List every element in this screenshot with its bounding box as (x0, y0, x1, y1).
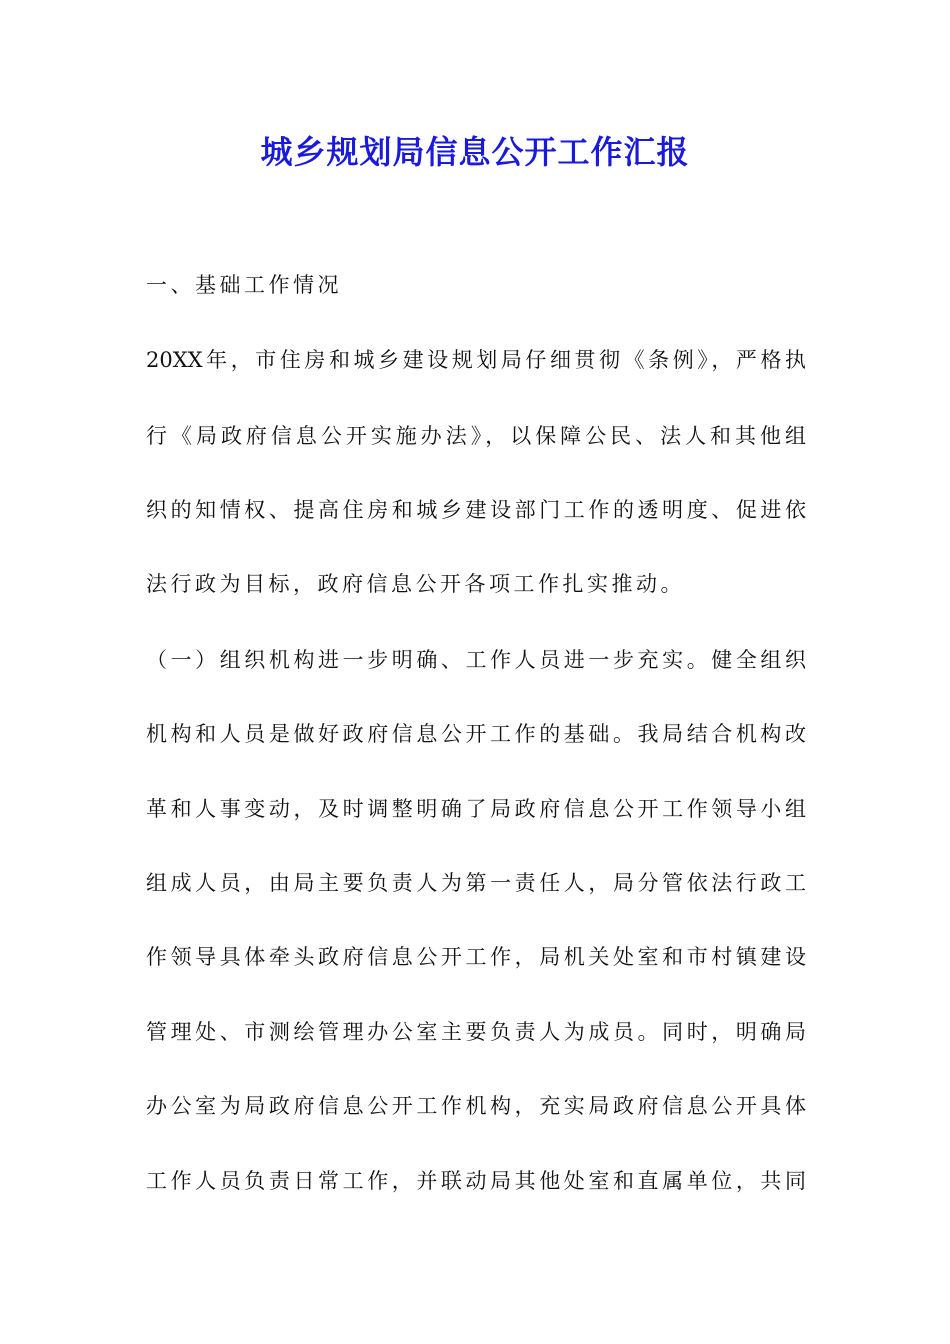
paragraph-line: 20XX年，市住房和城乡建设规划局仔细贯彻《条例》，严格执 (146, 348, 806, 372)
paragraph-line: 织的知情权、提高住房和城乡建设部门工作的透明度、促进依 (146, 498, 806, 522)
paragraph-line: 法行政为目标，政府信息公开各项工作扎实推动。 (146, 572, 685, 596)
paragraph-line: 革和人事变动，及时调整明确了局政府信息公开工作领导小组 (146, 797, 806, 821)
document-title: 城乡规划局信息公开工作汇报 (260, 133, 690, 171)
paragraph-line: 管理处、市测绘管理办公室主要负责人为成员。同时，明确局 (146, 1020, 806, 1044)
paragraph-line: 作领导具体牵头政府信息公开工作，局机关处室和市村镇建设 (146, 945, 806, 969)
paragraph-line: 办公室为局政府信息公开工作机构，充实局政府信息公开具体 (146, 1094, 806, 1118)
paragraph-line: 行《局政府信息公开实施办法》，以保障公民、法人和其他组 (146, 424, 806, 448)
paragraph-line: 工作人员负责日常工作，并联动局其他处室和直属单位，共同 (146, 1169, 806, 1193)
paragraph-line: 组成人员，由局主要负责人为第一责任人，局分管依法行政工 (146, 871, 806, 895)
paragraph-line: 机构和人员是做好政府信息公开工作的基础。我局结合机构改 (146, 722, 806, 746)
paragraph-line: （一）组织机构进一步明确、工作人员进一步充实。健全组织 (146, 648, 806, 672)
section-heading: 一、基础工作情况 (146, 273, 342, 297)
